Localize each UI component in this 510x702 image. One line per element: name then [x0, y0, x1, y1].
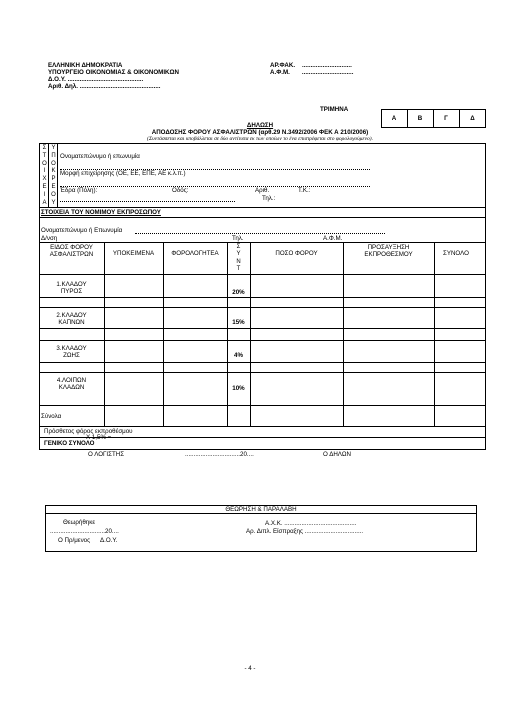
col-eidos: ΕΙΔΟΣ ΦΟΡΟΥ ΑΣΦΑΛΙΣΤΡΩΝ [49, 244, 94, 258]
row-loipon-rate: 10% [232, 385, 245, 392]
grand-total-label: ΓΕΝΙΚΟ ΣΥΝΟΛΟ [44, 440, 95, 447]
row-kapnon-rate: 15% [232, 319, 245, 326]
taxpayer-right-letter: Υ [51, 199, 56, 206]
legal-rep-name-label: Ονοματεπώνυμο ή Επωνυμία [41, 227, 123, 234]
dilon-label: Ο ΔΗΛΩΝ [323, 451, 352, 458]
review-dipl[interactable]: Αρ. Διπλ. Είσπραξης .................................. [246, 528, 364, 535]
col-synolo: ΣΥΝΟΛΟ [443, 250, 469, 257]
taxpayer-right-letter: Ε [51, 184, 56, 190]
taxpayer-til-label: Τηλ.: [262, 195, 276, 202]
logistis-label: Ο ΛΟΓΙΣΤΗΣ [88, 451, 125, 458]
review-theor: Θεωρήθηκε [63, 519, 96, 526]
quarter-b[interactable]: Β [417, 115, 423, 122]
file-info [270, 62, 353, 76]
taxpayer-form-field[interactable] [60, 186, 370, 187]
legal-rep-name-field[interactable] [135, 233, 385, 234]
taxpayer-odos-label: Οδός: [172, 187, 189, 194]
taxpayer-left-letter: Σ [42, 145, 47, 151]
legal-rep-address-label: Δ/νση [41, 235, 58, 242]
row-zois-label: 3.ΚΛΑΔΟΥ ΖΩΗΣ [56, 345, 87, 359]
taxpayer-right-letter: Κ [51, 168, 56, 175]
col-poso: ΠΟΣΟ ΦΟΡΟΥ [275, 250, 318, 257]
title-line1: ΔΗΛΩΣΗ [246, 122, 274, 129]
taxpayer-right-letter: Π [51, 152, 56, 159]
taxpayer-right-letter: Ο [51, 160, 56, 167]
row-kapnon-label: 2.ΚΛΑΔΟΥ ΚΑΠΝΩΝ [56, 312, 87, 326]
legal-rep-afm-label: Α.Φ.Μ. [323, 235, 343, 242]
header-doy: Δ.Ο.Υ. ............................................ [48, 76, 144, 83]
taxpayer-left-letter: Ο [42, 160, 47, 167]
review-heading: ΘΕΩΡΗΣΗ & ΠΑΡΑΛΑΒΗ [225, 506, 297, 513]
col-ypokeimena: ΥΠΟΚΕΙΜΕΝΑ [112, 250, 155, 257]
taxpayer-left-letter: Χ [42, 176, 47, 183]
taxpayer-tk-label: Τ.Κ.: [298, 187, 311, 194]
taxpayer-address-field[interactable] [60, 201, 235, 202]
taxpayer-right-letter: Ρ [51, 176, 56, 183]
quarter-d[interactable]: Δ [470, 115, 475, 122]
col-forologitea: ΦΟΡΟΛΟΓΗΤΕΑ [171, 250, 219, 257]
taxpayer-name-label: Ονοματεπώνυμο ή επωνυμία [60, 153, 140, 160]
review-axk[interactable]: Α.Χ.Κ. .......................................... [265, 520, 357, 527]
review-proist: Ο Πρ/μενος [58, 537, 91, 544]
synt-letter: Σ [236, 244, 241, 250]
taxpayer-right-letter: Υ [51, 145, 56, 151]
taxpayer-left-letter: Ε [42, 184, 47, 190]
taxpayer-arith-label: Αριθ. [255, 187, 270, 194]
row-zois-rate: 4% [234, 352, 243, 359]
row-pyros-rate: 20% [232, 289, 245, 296]
title-line3: (Συντάσσεται και υποβάλλεται σε δύο αντίτυπα εκ των οποίων το ένα επιστρέφεται στο φορολογούμενο). [147, 136, 373, 142]
header-line1: ΕΛΛΗΝΙΚΗ ΔΗΜΟΚΡΑΤΙΑ [48, 62, 123, 69]
extra-tax-rate: Χ 1,5% = [86, 434, 112, 441]
title-line2: ΑΠΟΔΟΣΗΣ ΦΟΡΟΥ ΑΣΦΑΛΙΣΤΡΩΝ (αρθ.29 Ν.3492/2006 ΦΕΚ Α 210/2006) [151, 129, 369, 136]
taxpayer-right-letter: Ο [51, 191, 56, 198]
col-prosafxisi: ΠΡΟΣΑΥΞΗΣΗ ΕΚΠΡΟΘΕΣΜΟΥ [364, 244, 413, 258]
trimina-label: ΤΡΙΜΗΝΑ [320, 106, 349, 113]
taxpayer-left-letter: Ι [43, 191, 46, 198]
row-loipon-label: 4.ΛΟΙΠΩΝ ΚΛΑΔΩΝ [56, 377, 87, 391]
taxpayer-left-letter: Α [42, 199, 47, 206]
review-date[interactable]: ................................20.... [50, 528, 119, 535]
header-arith: Αριθ. Δηλ. ............................................... [48, 83, 161, 90]
quarter-g[interactable]: Γ [444, 115, 448, 122]
extra-tax-label: Πρόσθετος φόρος εκπροθέσμου [44, 428, 133, 435]
synt-letter: Υ [236, 251, 241, 258]
taxpayer-left-letter: Ι [43, 168, 46, 175]
taxpayer-left-letter: Τ [42, 152, 47, 159]
header-line2: ΥΠΟΥΡΓΕΙΟ ΟΙΚΟΝΟΜΙΑΣ & ΟΙΚΟΝΟΜΙΚΩΝ [48, 69, 179, 76]
ministry-header [48, 62, 179, 90]
arfak-row: ΑΡ.ΦΑΚ. ............................. [270, 62, 352, 69]
synt-letter: Τ [236, 266, 241, 273]
date-line[interactable]: ................................20.... [185, 451, 254, 458]
taxpayer-edra-label: Έδρα (Πόλη): [60, 187, 98, 194]
row-pyros-label: 1.ΚΛΑΔΟΥ ΠΥΡΟΣ [56, 281, 87, 295]
totals-label: Σύνολα [41, 413, 62, 420]
review-doy: Δ.Ο.Υ. [100, 537, 118, 544]
extra-tax-box [39, 420, 486, 438]
afm-row: Α.Φ.Μ. .............................. [270, 69, 354, 76]
synt-letter: Ν [236, 258, 241, 265]
page-number: - 4 - [244, 665, 256, 672]
legal-rep-heading: ΣΤΟΙΧΕΙΑ ΤΟΥ ΝΟΜΙΜΟΥ ΕΚΠΡΟΣΩΠΟΥ [41, 209, 161, 216]
quarter-a[interactable]: Α [391, 115, 397, 122]
taxpayer-form-label: Μορφή επιχείρησης (ΟΕ, ΕΕ, ΕΠΕ, ΑΕ κ.λ.π.) [60, 170, 186, 177]
legal-rep-phone-label: Τηλ. [232, 235, 244, 242]
